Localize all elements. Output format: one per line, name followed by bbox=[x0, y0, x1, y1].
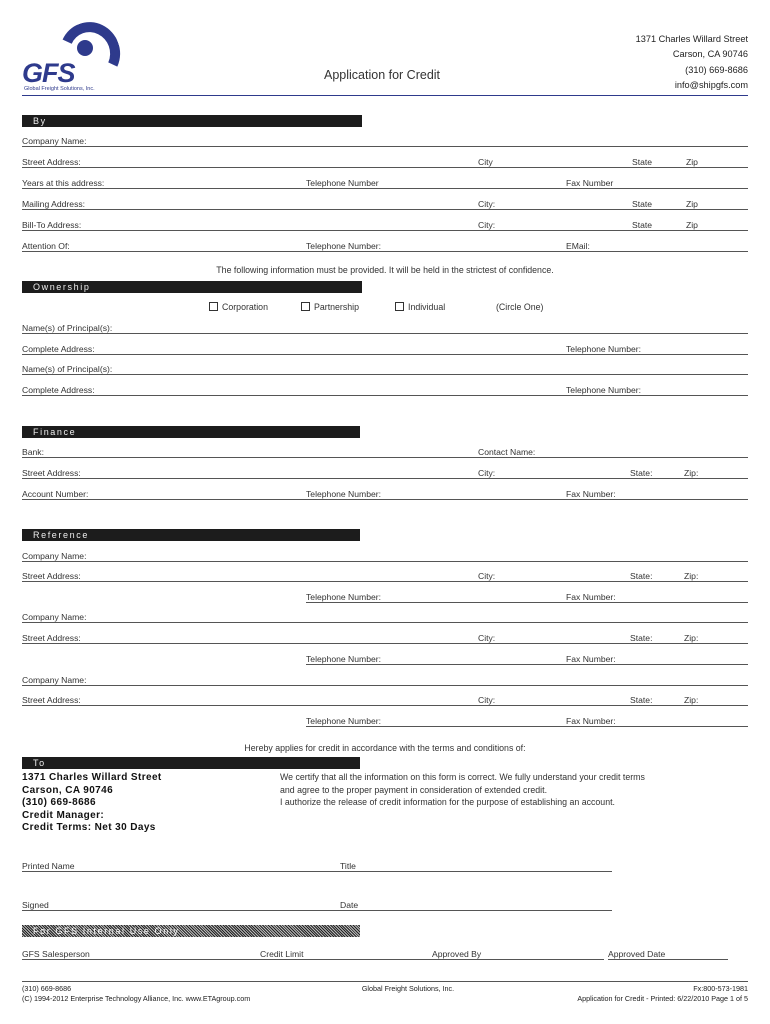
years-at-address-field[interactable] bbox=[22, 178, 306, 189]
finance-telephone-label: Telephone Number: bbox=[306, 489, 382, 499]
credit-limit-label: Credit Limit bbox=[260, 949, 304, 959]
section-bar-finance: Finance bbox=[22, 426, 360, 438]
email-field[interactable] bbox=[566, 241, 748, 252]
approved-by-label: Approved By bbox=[432, 949, 482, 959]
ref-3-company-label: Company Name: bbox=[22, 675, 87, 685]
finance-zip-field[interactable] bbox=[684, 468, 748, 479]
ref-2-state-label: State: bbox=[630, 633, 653, 643]
attention-of-field[interactable] bbox=[22, 241, 306, 252]
creditor-manager: Credit Manager: bbox=[22, 809, 105, 821]
principal-2-telephone-label: Telephone Number: bbox=[566, 385, 642, 395]
certify-line-1: We certify that all the information on this form is correct. We fully understand your credit terms bbox=[280, 772, 645, 782]
ref-1-fax-field[interactable] bbox=[566, 592, 748, 603]
account-number-field[interactable] bbox=[22, 489, 306, 500]
address-city: Carson, CA 90746 bbox=[672, 49, 748, 60]
ref-3-street-label: Street Address: bbox=[22, 695, 81, 705]
ref-1-city-label: City: bbox=[478, 571, 496, 581]
zip-label: Zip bbox=[686, 157, 698, 167]
ref-2-company-label: Company Name: bbox=[22, 612, 87, 622]
principal-1-address-label: Complete Address: bbox=[22, 344, 95, 354]
circle-one-note: (Circle One) bbox=[496, 302, 544, 312]
ref-2-zip-label: Zip: bbox=[684, 633, 699, 643]
ref-2-company-field[interactable] bbox=[22, 612, 748, 623]
footer-divider bbox=[22, 981, 748, 982]
finance-city-field[interactable] bbox=[478, 468, 630, 479]
principal-2-address-field[interactable] bbox=[22, 385, 566, 396]
finance-street-label: Street Address: bbox=[22, 468, 81, 478]
creditor-street: 1371 Charles Willard Street bbox=[22, 772, 162, 783]
footer-phone: (310) 669-8686 bbox=[22, 984, 72, 993]
creditor-phone: (310) 669-8686 bbox=[22, 797, 96, 808]
approved-by-field[interactable] bbox=[432, 949, 604, 960]
section-bar-by: By bbox=[22, 115, 362, 127]
attention-telephone-field[interactable] bbox=[306, 241, 566, 252]
footer-copyright: (C) 1994-2012 Enterprise Technology Alliance, Inc. www.ETAgroup.com bbox=[22, 994, 251, 1003]
address-phone: (310) 669-8686 bbox=[685, 64, 748, 75]
ref-3-telephone-label: Telephone Number: bbox=[306, 716, 382, 726]
footer-fax: Fx:800-573-1981 bbox=[693, 984, 748, 993]
principal-1-telephone-field[interactable] bbox=[566, 344, 748, 355]
bank-field[interactable] bbox=[22, 447, 478, 458]
city-field[interactable] bbox=[478, 157, 632, 168]
creditor-address-block bbox=[22, 772, 272, 835]
certify-line-2: and agree to the proper payment in consideration of extended credit. bbox=[280, 784, 548, 795]
date-label: Date bbox=[340, 900, 359, 910]
principals-2-field[interactable] bbox=[22, 364, 748, 375]
ref-1-telephone-field[interactable] bbox=[306, 592, 566, 603]
street-address-label: Street Address: bbox=[22, 157, 81, 167]
telephone-field[interactable] bbox=[306, 178, 566, 189]
years-label: Years at this address: bbox=[22, 178, 105, 188]
approved-date-field[interactable] bbox=[608, 949, 728, 960]
ref-1-city-field[interactable] bbox=[478, 571, 630, 582]
applies-statement: Hereby applies for credit in accordance with the terms and conditions of: bbox=[244, 743, 526, 753]
creditor-city: Carson, CA 90746 bbox=[22, 784, 114, 796]
ref-3-state-field[interactable] bbox=[630, 695, 684, 706]
bill-to-city-label: City: bbox=[478, 220, 496, 230]
ref-2-city-field[interactable] bbox=[478, 633, 630, 644]
finance-state-field[interactable] bbox=[630, 468, 684, 479]
city-label: City bbox=[478, 157, 493, 167]
address-street: 1371 Charles Willard Street bbox=[635, 34, 748, 44]
principals-1-label: Name(s) of Principal(s): bbox=[22, 323, 113, 333]
bill-to-state-field[interactable] bbox=[632, 220, 686, 231]
ref-2-state-field[interactable] bbox=[630, 633, 684, 644]
confidentiality-notice: The following information must be provided. It will be held in the strictest of confidence. bbox=[216, 265, 554, 275]
page-title: Application for Credit bbox=[324, 68, 441, 82]
footer-right bbox=[577, 984, 748, 1004]
ref-3-zip-field[interactable] bbox=[684, 695, 748, 706]
principal-1-telephone-label: Telephone Number: bbox=[566, 344, 642, 354]
mailing-state-label: State bbox=[632, 199, 653, 209]
ref-1-state-label: State: bbox=[630, 571, 653, 581]
ref-3-zip-label: Zip: bbox=[684, 695, 699, 705]
ref-3-street-field[interactable] bbox=[22, 695, 478, 706]
ref-2-telephone-field[interactable] bbox=[306, 654, 566, 665]
street-address-field[interactable] bbox=[22, 157, 478, 168]
state-field[interactable] bbox=[632, 157, 686, 168]
header-divider bbox=[22, 95, 748, 96]
logo-subtitle: Global Freight Solutions, Inc. bbox=[24, 86, 95, 92]
contact-name-field[interactable] bbox=[478, 447, 748, 458]
ref-3-telephone-field[interactable] bbox=[306, 716, 566, 727]
ref-1-zip-label: Zip: bbox=[684, 571, 699, 581]
bill-to-zip-field[interactable] bbox=[686, 220, 748, 231]
gfs-logo bbox=[22, 22, 132, 94]
ref-2-city-label: City: bbox=[478, 633, 496, 643]
ref-1-telephone-label: Telephone Number: bbox=[306, 592, 382, 602]
finance-fax-label: Fax Number: bbox=[566, 489, 616, 499]
partnership-checkbox[interactable] bbox=[301, 302, 310, 311]
ref-1-zip-field[interactable] bbox=[684, 571, 748, 582]
principals-2-label: Name(s) of Principal(s): bbox=[22, 364, 113, 374]
bill-to-city-field[interactable] bbox=[478, 220, 632, 231]
signed-label: Signed bbox=[22, 900, 49, 910]
credit-terms: Credit Terms: Net 30 Days bbox=[22, 822, 156, 833]
bill-to-label: Bill-To Address: bbox=[22, 220, 82, 230]
finance-fax-field[interactable] bbox=[566, 489, 748, 500]
certify-line-3: I authorize the release of credit information for the purpose of establishing an account. bbox=[280, 797, 615, 807]
section-bar-ownership: Ownership bbox=[22, 281, 362, 293]
individual-label: Individual bbox=[408, 302, 446, 312]
fax-field[interactable] bbox=[566, 178, 748, 189]
company-name-label: Company Name: bbox=[22, 136, 87, 146]
principal-1-address-field[interactable] bbox=[22, 344, 566, 355]
approved-date-label: Approved Date bbox=[608, 949, 666, 959]
ref-2-fax-label: Fax Number: bbox=[566, 654, 616, 664]
mailing-zip-field[interactable] bbox=[686, 199, 748, 210]
corporation-checkbox[interactable] bbox=[209, 302, 218, 311]
title-field[interactable] bbox=[340, 861, 612, 872]
bank-label: Bank: bbox=[22, 447, 44, 457]
signed-field[interactable] bbox=[22, 900, 340, 911]
individual-checkbox[interactable] bbox=[395, 302, 404, 311]
section-bar-reference: Reference bbox=[22, 529, 360, 541]
account-number-label: Account Number: bbox=[22, 489, 89, 499]
printed-name-label: Printed Name bbox=[22, 861, 75, 871]
footer-company: Global Freight Solutions, Inc. bbox=[361, 984, 455, 993]
ref-1-fax-label: Fax Number: bbox=[566, 592, 616, 602]
logo-wordmark: GFS bbox=[22, 58, 75, 88]
ref-2-street-label: Street Address: bbox=[22, 633, 81, 643]
mailing-zip-label: Zip bbox=[686, 199, 698, 209]
bill-to-zip-label: Zip bbox=[686, 220, 698, 230]
attention-telephone-label: Telephone Number: bbox=[306, 241, 382, 251]
ref-1-company-field[interactable] bbox=[22, 551, 748, 562]
mailing-city-field[interactable] bbox=[478, 199, 632, 210]
footer-printed: Application for Credit - Printed: 6/22/2010 Page 1 of 5 bbox=[577, 994, 748, 1003]
fax-label: Fax Number bbox=[566, 178, 614, 188]
ownership-individual[interactable] bbox=[395, 302, 445, 312]
telephone-label: Telephone Number bbox=[306, 178, 379, 188]
principals-1-field[interactable] bbox=[22, 323, 748, 334]
date-field[interactable] bbox=[340, 900, 612, 911]
finance-street-field[interactable] bbox=[22, 468, 478, 479]
ownership-corporation[interactable] bbox=[209, 302, 268, 312]
logo-dot-icon bbox=[77, 40, 93, 56]
ref-3-state-label: State: bbox=[630, 695, 653, 705]
salesperson-label: GFS Salesperson bbox=[22, 949, 90, 959]
printed-name-field[interactable] bbox=[22, 861, 340, 872]
state-label: State bbox=[632, 157, 653, 167]
finance-zip-label: Zip: bbox=[684, 468, 699, 478]
email-label: EMail: bbox=[566, 241, 590, 251]
contact-name-label: Contact Name: bbox=[478, 447, 536, 457]
ref-1-state-field[interactable] bbox=[630, 571, 684, 582]
mailing-address-label: Mailing Address: bbox=[22, 199, 86, 209]
bill-to-address-field[interactable] bbox=[22, 220, 478, 231]
attention-label: Attention Of: bbox=[22, 241, 70, 251]
section-bar-to: To bbox=[22, 757, 360, 769]
title-label: Title bbox=[340, 861, 356, 871]
salesperson-field[interactable] bbox=[22, 949, 260, 960]
certification-text bbox=[280, 771, 748, 809]
zip-field[interactable] bbox=[686, 157, 748, 168]
ref-1-company-label: Company Name: bbox=[22, 551, 87, 561]
finance-telephone-field[interactable] bbox=[306, 489, 566, 500]
ref-2-street-field[interactable] bbox=[22, 633, 478, 644]
ownership-partnership[interactable] bbox=[301, 302, 359, 312]
ref-2-zip-field[interactable] bbox=[684, 633, 748, 644]
ref-1-street-label: Street Address: bbox=[22, 571, 81, 581]
credit-limit-field[interactable] bbox=[260, 949, 432, 960]
mailing-state-field[interactable] bbox=[632, 199, 686, 210]
principal-2-address-label: Complete Address: bbox=[22, 385, 95, 395]
finance-state-label: State: bbox=[630, 468, 653, 478]
mailing-city-label: City: bbox=[478, 199, 496, 209]
bill-to-state-label: State bbox=[632, 220, 653, 230]
mailing-address-field[interactable] bbox=[22, 199, 478, 210]
finance-city-label: City: bbox=[478, 468, 496, 478]
company-name-field[interactable] bbox=[22, 136, 748, 147]
company-address-block bbox=[636, 32, 748, 93]
ref-2-telephone-label: Telephone Number: bbox=[306, 654, 382, 664]
ref-3-city-field[interactable] bbox=[478, 695, 630, 706]
ref-3-city-label: City: bbox=[478, 695, 496, 705]
corporation-label: Corporation bbox=[222, 302, 268, 312]
principal-2-telephone-field[interactable] bbox=[566, 385, 748, 396]
ref-3-fax-field[interactable] bbox=[566, 716, 748, 727]
address-email: info@shipgfs.com bbox=[674, 79, 748, 90]
ref-2-fax-field[interactable] bbox=[566, 654, 748, 665]
ref-1-street-field[interactable] bbox=[22, 571, 478, 582]
section-bar-internal-use: For GFS Internal Use Only bbox=[22, 925, 360, 937]
partnership-label: Partnership bbox=[314, 302, 359, 312]
ref-3-fax-label: Fax Number: bbox=[566, 716, 616, 726]
footer-left bbox=[22, 984, 250, 1004]
ref-3-company-field[interactable] bbox=[22, 675, 748, 686]
